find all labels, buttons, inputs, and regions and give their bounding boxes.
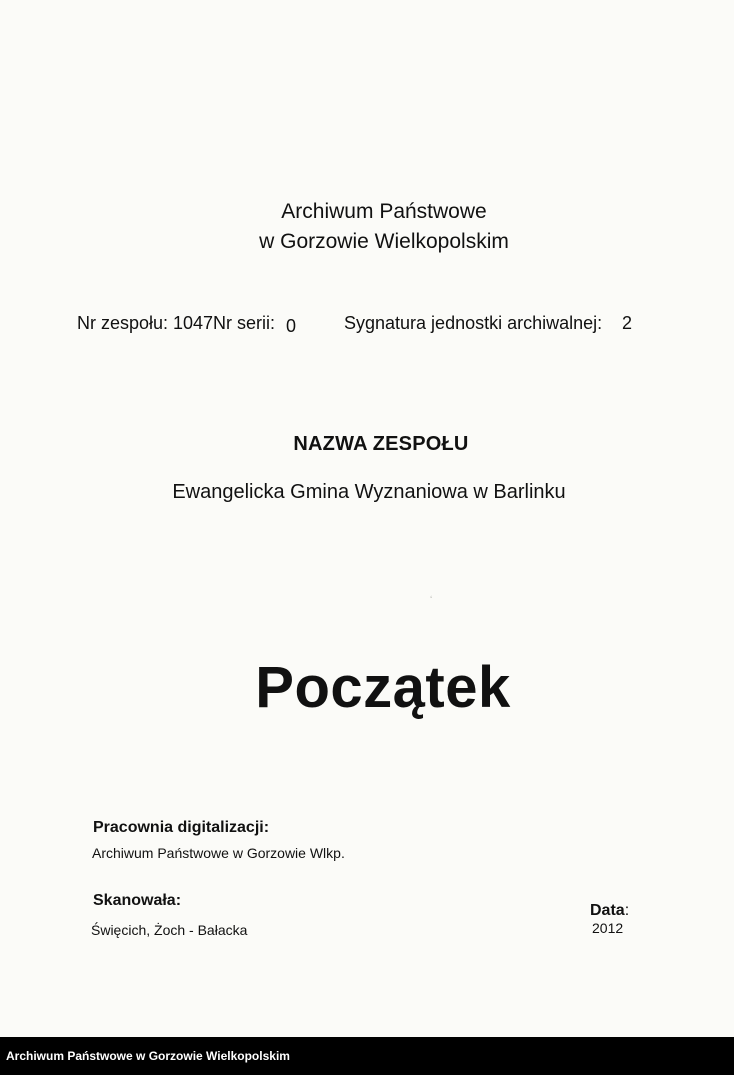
scanned-by-value: Święcich, Żoch - Bałacka	[91, 922, 248, 938]
collection-number-label: Nr zespołu:	[77, 313, 169, 333]
footer-bar	[0, 1037, 734, 1075]
collection-heading: NAZWA ZESPOŁU	[293, 433, 469, 455]
archive-name-line2: w Gorzowie Wielkopolskim	[259, 230, 509, 253]
digitization-label: Pracownia digitalizacji:	[93, 819, 270, 836]
scanned-by-label: Skanowała:	[93, 892, 182, 909]
date-colon: :	[624, 902, 630, 919]
document-title: Początek	[255, 655, 511, 720]
series-value: 0	[286, 316, 297, 336]
collection-name: Ewangelicka Gmina Wyznaniowa w Barlinku	[172, 481, 566, 503]
signature-value: 2	[622, 313, 633, 333]
series-label: Nr serii:	[213, 313, 275, 333]
date-value: 2012	[592, 920, 624, 936]
collection-number-value: 1047	[173, 313, 214, 333]
date-label: Data	[590, 902, 625, 919]
archive-name-line1: Archiwum Państwowe	[281, 200, 487, 223]
footer-text: Archiwum Państwowe w Gorzowie Wielkopolskim	[6, 1049, 290, 1063]
scan-speck: ʻ	[430, 595, 433, 606]
digitization-value: Archiwum Państwowe w Gorzowie Wlkp.	[92, 845, 345, 861]
signature-label: Sygnatura jednostki archiwalnej:	[344, 313, 603, 333]
